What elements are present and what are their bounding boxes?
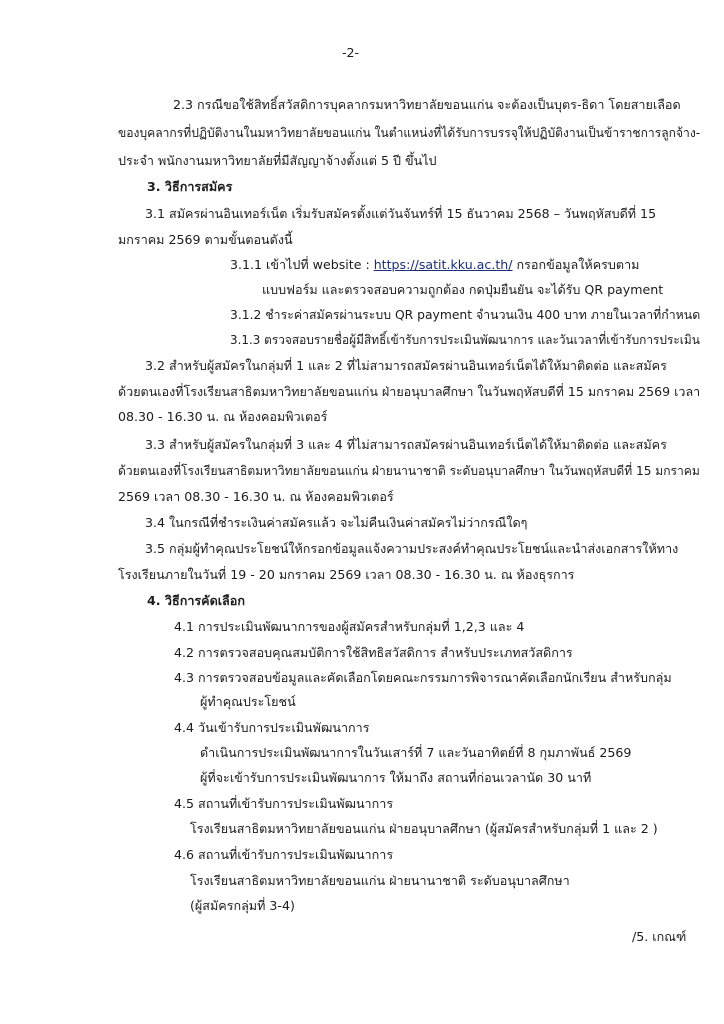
item-3-1-1-suffix: กรอกข้อมูลให้ครบตาม [512, 257, 640, 272]
item-4-3-line-2: ผู้ทำคุณประโยชน์ [200, 694, 296, 709]
item-4-1: 4.1 การประเมินพัฒนาการของผู้สมัครสำหรับกลุ่มที่ 1,2,3 และ 4 [174, 619, 525, 634]
item-3-2-line-3: 08.30 - 16.30 น. ณ ห้องคอมพิวเตอร์ [118, 409, 328, 424]
item-3-1-1-prefix: 3.1.1 เข้าไปที่ website : [230, 257, 374, 272]
page-number: -2- [342, 45, 360, 60]
section-2-3-line-3: ประจำ พนักงานมหาวิทยาลัยที่มีสัญญาจ้างตั้งแต่ 5 ปี ขึ้นไป [118, 153, 437, 168]
item-3-3-line-3: 2569 เวลา 08.30 - 16.30 น. ณ ห้องคอมพิวเตอร์ [118, 489, 394, 504]
item-3-3-line-2: ด้วยตนเองที่โรงเรียนสาธิตมหาวิทยาลัยขอนแก่น ฝ่ายนานาชาติ ระดับอนุบาลศึกษา ในวันพฤหัสบดีที่ 15 มกราคม [118, 463, 700, 478]
item-4-6-line-3: (ผู้สมัครกลุ่มที่ 3-4) [190, 898, 295, 913]
item-3-1-3: 3.1.3 ตรวจสอบรายชื่อผู้มีสิทธิ์เข้ารับการประเมินพัฒนาการ และวันเวลาที่เข้ารับการประเมิน [230, 332, 700, 347]
item-4-4-line-3: ผู้ที่จะเข้ารับการประเมินพัฒนาการ ให้มาถึง สถานที่ก่อนเวลานัด 30 นาที [200, 770, 592, 785]
item-3-1-2: 3.1.2 ชำระค่าสมัครผ่านระบบ QR payment จำนวนเงิน 400 บาท ภายในเวลาที่กำหนด [230, 307, 701, 322]
item-3-1-1-line-2: แบบฟอร์ม และตรวจสอบความถูกต้อง กดปุ่มยืนยัน จะได้รับ QR payment [262, 282, 664, 297]
section-2-3-line-2: ของบุคลากรที่ปฏิบัติงานในมหาวิทยาลัยขอนแก่น ในตำแหน่งที่ได้รับการบรรจุให้ปฏิบัติงานเป็นข้าราชการลูกจ้าง- [118, 125, 701, 140]
item-4-4-line-1: 4.4 วันเข้ารับการประเมินพัฒนาการ [174, 720, 370, 735]
item-3-5-line-2: โรงเรียนภายในวันที่ 19 - 20 มกราคม 2569 เวลา 08.30 - 16.30 น. ณ ห้องธุรการ [118, 567, 575, 582]
item-4-5-line-1: 4.5 สถานที่เข้ารับการประเมินพัฒนาการ [174, 796, 394, 811]
item-4-2: 4.2 การตรวจสอบคุณสมบัติการใช้สิทธิสวัสดิการ สำหรับประเภทสวัสดิการ [174, 645, 573, 660]
section-2-3-line-1: 2.3 กรณีขอใช้สิทธิ์สวัสดิการบุคลากรมหาวิทยาลัยขอนแก่น จะต้องเป็นบุตร-ธิดา โดยสายเลือด [173, 97, 681, 112]
item-3-1-1-line-1 [230, 257, 639, 272]
item-3-3-line-1: 3.3 สำหรับผู้สมัครในกลุ่มที่ 3 และ 4 ที่ไม่สามารถสมัครผ่านอินเทอร์เน็ตได้ให้มาติดต่อ และสมัคร [145, 437, 667, 452]
continuation-marker: /5. เกณฑ์ [632, 929, 687, 944]
item-3-2-line-2: ด้วยตนเองที่โรงเรียนสาธิตมหาวิทยาลัยขอนแก่น ฝ่ายอนุบาลศึกษา ในวันพฤหัสบดีที่ 15 มกราคม 2569 เวลา [118, 384, 701, 399]
item-4-5-line-2: โรงเรียนสาธิตมหาวิทยาลัยขอนแก่น ฝ่ายอนุบาลศึกษา (ผู้สมัครสำหรับกลุ่มที่ 1 และ 2 ) [190, 821, 658, 836]
item-4-6-line-1: 4.6 สถานที่เข้ารับการประเมินพัฒนาการ [174, 847, 394, 862]
section-4-heading: 4. วิธีการคัดเลือก [147, 593, 245, 608]
item-4-6-line-2: โรงเรียนสาธิตมหาวิทยาลัยขอนแก่น ฝ่ายนานาชาติ ระดับอนุบาลศึกษา [190, 873, 570, 888]
section-3-heading: 3. วิธีการสมัคร [147, 179, 233, 194]
item-3-1-line-1: 3.1 สมัครผ่านอินเทอร์เน็ต เริ่มรับสมัครตั้งแต่วันจันทร์ที่ 15 ธันวาคม 2568 – วันพฤหัสบดีที่ 15 [145, 206, 657, 221]
website-link[interactable]: https://satit.kku.ac.th/ [373, 257, 513, 272]
item-3-4: 3.4 ในกรณีที่ชำระเงินค่าสมัครแล้ว จะไม่คืนเงินค่าสมัครไม่ว่ากรณีใดๆ [145, 515, 528, 530]
item-3-2-line-1: 3.2 สำหรับผู้สมัครในกลุ่มที่ 1 และ 2 ที่ไม่สามารถสมัครผ่านอินเทอร์เน็ตได้ให้มาติดต่อ และสมัคร [145, 358, 667, 373]
item-4-4-line-2: ดำเนินการประเมินพัฒนาการในวันเสาร์ที่ 7 และวันอาทิตย์ที่ 8 กุมภาพันธ์ 2569 [200, 745, 632, 760]
item-3-5-line-1: 3.5 กลุ่มผู้ทำคุณประโยชน์ให้กรอกข้อมูลแจ้งความประสงค์ทำคุณประโยชน์และนำส่งเอกสารให้ทาง [145, 541, 679, 556]
item-3-1-line-2: มกราคม 2569 ตามขั้นตอนดังนี้ [118, 232, 293, 247]
item-4-3-line-1: 4.3 การตรวจสอบข้อมูลและคัดเลือกโดยคณะกรรมการพิจารณาคัดเลือกนักเรียน สำหรับกลุ่ม [174, 670, 672, 685]
